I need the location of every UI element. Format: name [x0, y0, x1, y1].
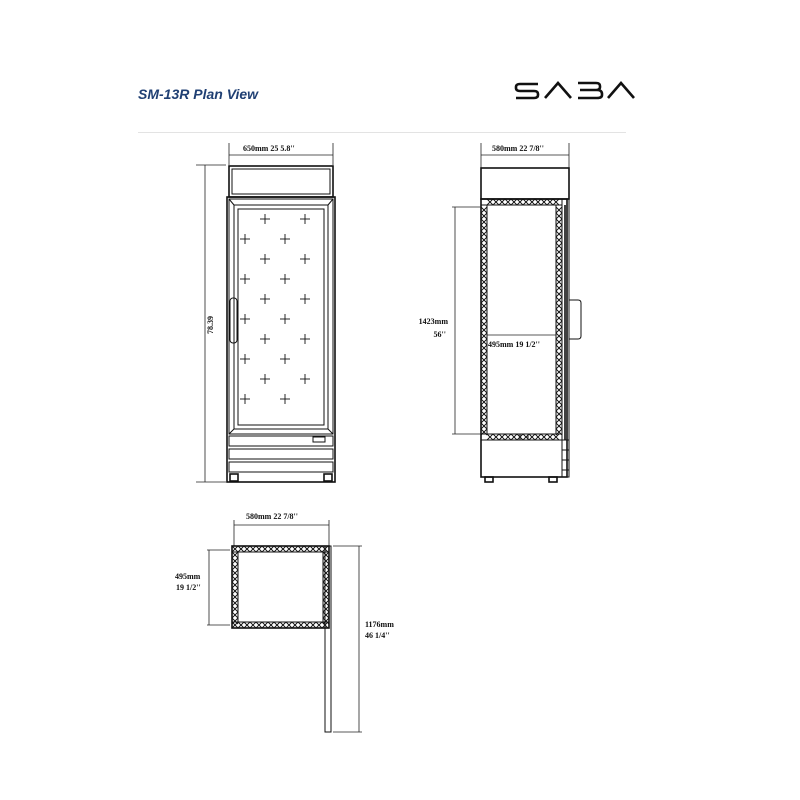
side-canopy	[481, 168, 569, 199]
front-width-label: 650mm 25 5.8''	[243, 144, 295, 153]
top-door-swing-mm-label: 1176mm	[365, 620, 394, 629]
top-insulation-hatch	[232, 546, 329, 628]
side-depth-label: 580mm 22 7/8''	[492, 144, 544, 153]
front-cabinet	[227, 197, 335, 482]
front-badge	[313, 437, 325, 442]
top-door-swing-in-label: 46 1/4''	[365, 631, 390, 640]
side-foot-rear	[485, 477, 493, 482]
top-depth-label: 580mm 22 7/8''	[246, 512, 298, 521]
front-glass	[238, 209, 324, 425]
front-base-band-3	[229, 462, 333, 472]
side-height-in-label: 56''	[433, 330, 446, 339]
front-base-band-2	[229, 449, 333, 459]
top-body	[232, 546, 329, 628]
top-view	[175, 512, 394, 732]
side-base-compartment	[481, 440, 562, 477]
top-interior-in-label: 19 1/2''	[176, 583, 201, 592]
front-view	[196, 143, 335, 482]
front-foot-left	[230, 474, 238, 481]
side-grille	[562, 440, 569, 477]
front-shelf-markers	[240, 214, 310, 404]
top-open-door	[325, 546, 331, 732]
side-foot-front	[549, 477, 557, 482]
side-insulation-hatch	[481, 199, 562, 440]
front-canopy-inner	[232, 169, 330, 194]
front-height-label: 78.39	[206, 316, 215, 334]
page-title: SM-13R Plan View	[138, 86, 259, 102]
top-interior-mm-label: 495mm	[175, 572, 201, 581]
side-interior-label: 495mm 19 1/2''	[488, 340, 540, 349]
side-view	[419, 143, 581, 482]
side-height-mm-label: 1423mm	[418, 317, 448, 326]
front-foot-right	[324, 474, 332, 481]
front-canopy	[229, 166, 333, 197]
side-door-handle	[569, 300, 581, 339]
